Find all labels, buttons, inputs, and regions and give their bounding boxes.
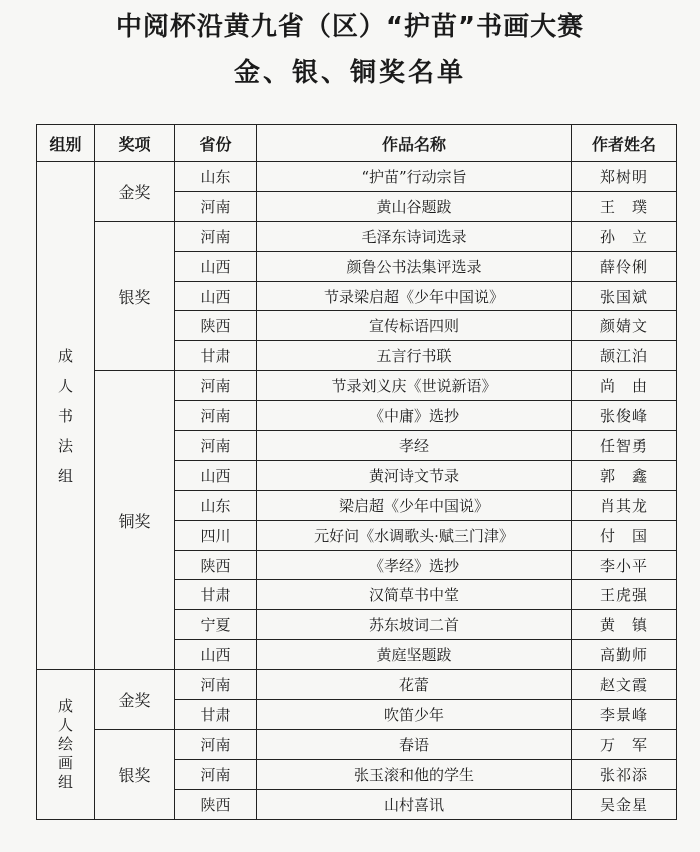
author-cell: 张祁添 [572, 759, 677, 789]
author-cell: 赵文霞 [572, 670, 677, 700]
work-title-cell: 《孝经》选抄 [257, 550, 572, 580]
work-title-cell: 节录梁启超《少年中国说》 [257, 281, 572, 311]
header-group: 组别 [37, 125, 95, 162]
author-cell: 李小平 [572, 550, 677, 580]
table-row [37, 162, 677, 192]
award-cell: 金奖 [95, 162, 175, 222]
author-cell: 张俊峰 [572, 401, 677, 431]
work-title-cell: 毛泽东诗词选录 [257, 221, 572, 251]
province-cell: 甘肃 [175, 580, 257, 610]
table-row [37, 670, 677, 700]
province-cell: 山西 [175, 251, 257, 281]
province-cell: 山西 [175, 281, 257, 311]
province-cell: 河南 [175, 670, 257, 700]
award-list-table [36, 124, 677, 820]
province-cell: 陕西 [175, 789, 257, 819]
table-row [37, 371, 677, 401]
author-cell: 孙 立 [572, 221, 677, 251]
work-title-cell: 春语 [257, 729, 572, 759]
province-cell: 山西 [175, 460, 257, 490]
header-author-name: 作者姓名 [572, 125, 677, 162]
table-row [37, 729, 677, 759]
work-title-cell: 《中庸》选抄 [257, 401, 572, 431]
work-title-cell: 五言行书联 [257, 341, 572, 371]
award-cell: 银奖 [95, 221, 175, 370]
author-cell: 李景峰 [572, 700, 677, 730]
work-title-cell: 山村喜讯 [257, 789, 572, 819]
province-cell: 甘肃 [175, 700, 257, 730]
author-cell: 黄 镇 [572, 610, 677, 640]
award-cell: 铜奖 [95, 371, 175, 670]
author-cell: 吴金星 [572, 789, 677, 819]
work-title-cell: “护苗”行动宗旨 [257, 162, 572, 192]
province-cell: 山东 [175, 490, 257, 520]
award-cell: 银奖 [95, 729, 175, 819]
author-cell: 王虎强 [572, 580, 677, 610]
province-cell: 山西 [175, 640, 257, 670]
document-title: 中阅杯沿黄九省（区）“护苗”书画大赛 [115, 12, 585, 42]
table-body [37, 162, 677, 820]
work-title-cell: 苏东坡词二首 [257, 610, 572, 640]
province-cell: 河南 [175, 431, 257, 461]
province-cell: 河南 [175, 401, 257, 431]
province-cell: 河南 [175, 371, 257, 401]
group-cell: 成 人 绘 画 组 [37, 670, 95, 819]
province-cell: 甘肃 [175, 341, 257, 371]
province-cell: 陕西 [175, 550, 257, 580]
province-cell: 宁夏 [175, 610, 257, 640]
province-cell: 四川 [175, 520, 257, 550]
work-title-cell: 黄庭坚题跋 [257, 640, 572, 670]
author-cell: 万 军 [572, 729, 677, 759]
table-row [37, 221, 677, 251]
author-cell: 郑树明 [572, 162, 677, 192]
header-work-title: 作品名称 [257, 125, 572, 162]
work-title-cell: 花蕾 [257, 670, 572, 700]
award-cell: 金奖 [95, 670, 175, 730]
author-cell: 颜婧文 [572, 311, 677, 341]
header-province: 省份 [175, 125, 257, 162]
document-subtitle: 金、银、铜奖名单 [233, 58, 466, 88]
province-cell: 河南 [175, 729, 257, 759]
work-title-cell: 黄山谷题跋 [257, 191, 572, 221]
author-cell: 张国斌 [572, 281, 677, 311]
work-title-cell: 黄河诗文节录 [257, 460, 572, 490]
work-title-cell: 颜鲁公书法集评选录 [257, 251, 572, 281]
table-header-row [37, 125, 677, 162]
author-cell: 任智勇 [572, 431, 677, 461]
author-cell: 郭 鑫 [572, 460, 677, 490]
author-cell: 肖其龙 [572, 490, 677, 520]
author-cell: 颉江泊 [572, 341, 677, 371]
province-cell: 山东 [175, 162, 257, 192]
author-cell: 薛伶俐 [572, 251, 677, 281]
header-award: 奖项 [95, 125, 175, 162]
work-title-cell: 宣传标语四则 [257, 311, 572, 341]
group-cell: 成 人 书 法 组 [37, 162, 95, 670]
work-title-cell: 张玉滚和他的学生 [257, 759, 572, 789]
province-cell: 河南 [175, 191, 257, 221]
work-title-cell: 汉简草书中堂 [257, 580, 572, 610]
province-cell: 陕西 [175, 311, 257, 341]
work-title-cell: 孝经 [257, 431, 572, 461]
author-cell: 付 国 [572, 520, 677, 550]
province-cell: 河南 [175, 221, 257, 251]
work-title-cell: 梁启超《少年中国说》 [257, 490, 572, 520]
author-cell: 尚 由 [572, 371, 677, 401]
province-cell: 河南 [175, 759, 257, 789]
work-title-cell: 吹笛少年 [257, 700, 572, 730]
author-cell: 高勤师 [572, 640, 677, 670]
work-title-cell: 节录刘义庆《世说新语》 [257, 371, 572, 401]
work-title-cell: 元好问《水调歌头·赋三门津》 [257, 520, 572, 550]
author-cell: 王 璞 [572, 191, 677, 221]
